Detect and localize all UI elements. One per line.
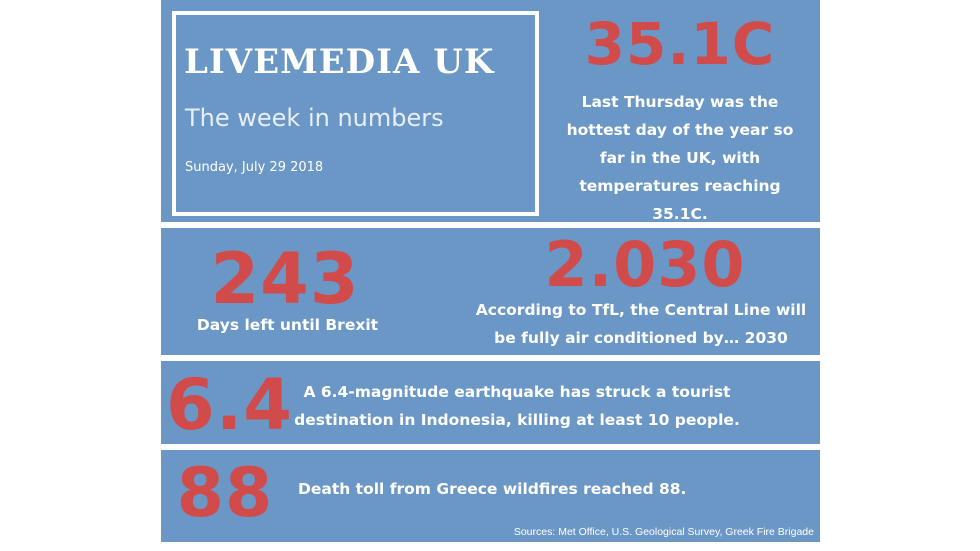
stat-brexit-value: 243 bbox=[210, 238, 360, 320]
stat-temperature-value: 35.1C bbox=[584, 10, 776, 78]
date-label: Sunday, July 29 2018 bbox=[185, 160, 324, 175]
stat-central-line-value: 2.030 bbox=[544, 228, 746, 301]
stat-central-line-text: According to TfL, the Central Line will be fully air conditioned by… 2030 bbox=[475, 301, 807, 347]
stat-earthquake-value: 6.4 bbox=[166, 364, 294, 446]
stat-wildfire-text: Death toll from Greece wildfires reached 88. bbox=[298, 480, 687, 498]
subtitle: The week in numbers bbox=[185, 104, 444, 132]
brand-title: LIVEMEDIA UK bbox=[184, 42, 495, 82]
sources-footnote: Sources: Met Office, U.S. Geological Survey, Greek Fire Brigade bbox=[513, 526, 814, 538]
stat-temperature-text: Last Thursday was the hottest day of the year so far in the UK, with temperatures reaching 35.1C. bbox=[566, 93, 794, 223]
stat-earthquake-text: A 6.4-magnitude earthquake has struck a tourist destination in Indonesia, killing at least 10 people. bbox=[294, 383, 740, 429]
stat-wildfire-value: 88 bbox=[176, 454, 274, 533]
stat-brexit-text: Days left until Brexit bbox=[196, 316, 379, 334]
